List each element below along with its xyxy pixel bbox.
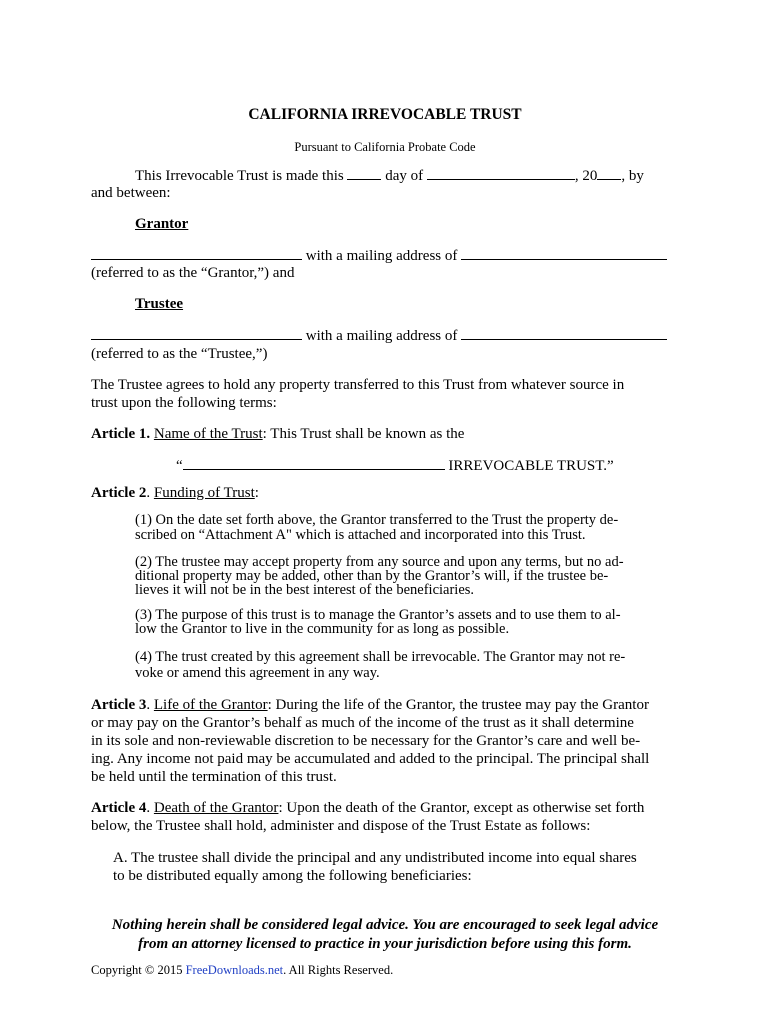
article-3-line-4: ing. Any income not paid may be accumulated and added to the principal. The principal shall [91, 751, 650, 767]
clause-a-line-2: to be distributed equally among the following beneficiaries: [113, 868, 472, 884]
article-3-title: Life of the Grantor [153, 697, 268, 713]
section-2-line-3: lieves it will not be in the best interest of the beneficiaries. [135, 582, 475, 598]
article-3-text-1: : During the life of the Grantor, the trustee may pay the Grantor [267, 697, 649, 713]
document-title: CALIFORNIA IRREVOCABLE TRUST [248, 106, 522, 123]
section-2-line-1: (2) The trustee may accept property from any source and upon any terms, but no ad- [135, 554, 624, 570]
article-2-dot: . [146, 485, 154, 501]
section-1-line-1: (1) On the date set forth above, the Grantor transferred to the Trust the property de- [135, 512, 619, 528]
article-4-text-1: : Upon the death of the Grantor, except as otherwise set forth [278, 800, 645, 816]
section-1-line-2: scribed on “Attachment A" which is attached and incorporated into this Trust. [135, 527, 586, 543]
article-1 [91, 425, 464, 443]
article-3-line-1 [91, 696, 649, 714]
legal-notice-line-2: from an attorney licensed to practice in your jurisdiction before using this form. [138, 936, 632, 952]
month-blank[interactable] [427, 166, 575, 180]
document-subtitle: Pursuant to California Probate Code [294, 140, 476, 154]
section-4-line-1: (4) The trust created by this agreement shall be irrevocable. The Grantor may not re- [135, 649, 626, 665]
trustee-line [91, 326, 667, 345]
article-1-text: : This Trust shall be known as the [262, 426, 465, 442]
intro-text-2: day of [385, 168, 424, 184]
trustee-address-blank[interactable] [461, 326, 667, 340]
intro-text-1: This Irrevocable Trust is made this [135, 168, 344, 184]
grantor-name-blank[interactable] [91, 246, 302, 260]
grantor-address-blank[interactable] [461, 246, 667, 260]
year-blank[interactable] [597, 166, 621, 180]
copyright-line [91, 963, 393, 978]
agreement-line-1: The Trustee agrees to hold any property transferred to this Trust from whatever source in [91, 377, 625, 393]
article-3-line-2: or may pay on the Grantor’s behalf as much of the income of the trust as it shall determine [91, 715, 634, 731]
freedownloads-link[interactable]: FreeDownloads.net [185, 963, 284, 977]
legal-notice-line-1: Nothing herein shall be considered legal advice. You are encouraged to seek legal advice [111, 917, 659, 933]
agreement-line-2: trust upon the following terms: [91, 395, 277, 411]
article-1-label: Article 1. [91, 426, 151, 442]
article-3-line-3: in its sole and non-reviewable discretion to be necessary for the Grantor’s care and well be- [91, 733, 641, 749]
copyright-suffix: . All Rights Reserved. [283, 963, 394, 977]
grantor-reference: (referred to as the “Grantor,”) and [91, 265, 295, 281]
trustee-heading: Trustee [135, 296, 184, 312]
article-2-label: Article 2 [91, 485, 147, 501]
article-4-label: Article 4 [91, 800, 147, 816]
article-3-line-5: be held until the termination of this trust. [91, 769, 337, 785]
section-3-line-1: (3) The purpose of this trust is to manage the Grantor’s assets and to use them to al- [135, 607, 621, 623]
trust-name-suffix: IRREVOCABLE TRUST.” [448, 458, 614, 474]
grantor-line [91, 246, 667, 265]
intro-text-4: , by [621, 168, 644, 184]
section-2-line-2: ditional property may be added, other than by the Grantor’s will, if the trustee be- [135, 568, 609, 584]
article-3-dot: . [146, 697, 154, 713]
trustee-mailing-text: with a mailing address of [305, 328, 458, 344]
article-3-label: Article 3 [91, 697, 147, 713]
article-4-line-1 [91, 799, 644, 817]
trustee-reference: (referred to as the “Trustee,”) [91, 346, 268, 362]
section-3-line-2: low the Grantor to live in the community for as long as possible. [135, 621, 510, 637]
day-blank[interactable] [347, 166, 381, 180]
section-4-line-2: voke or amend this agreement in any way. [135, 665, 380, 681]
clause-a-line-1: A. The trustee shall divide the principal and any undistributed income into equal shares [113, 850, 637, 866]
article-2-title: Funding of Trust [153, 485, 255, 501]
trust-name-blank[interactable] [183, 456, 445, 470]
intro-line [135, 166, 644, 185]
article-2 [91, 484, 259, 502]
grantor-heading: Grantor [135, 216, 189, 232]
article-1-title: Name of the Trust [153, 426, 263, 442]
grantor-mailing-text: with a mailing address of [305, 248, 458, 264]
copyright-text: Copyright © 2015 [91, 963, 186, 977]
article-4-title: Death of the Grantor [153, 800, 279, 816]
trustee-name-blank[interactable] [91, 326, 302, 340]
intro-line-2: and between: [91, 185, 171, 201]
intro-text-3: , 20 [574, 168, 598, 184]
article-2-colon: : [254, 485, 259, 501]
legal-notice [0, 916, 770, 954]
article-4-line-2: below, the Trustee shall hold, administer and dispose of the Trust Estate as follows: [91, 818, 591, 834]
open-quote: “ [176, 458, 183, 474]
article-4-dot: . [146, 800, 154, 816]
trust-name-line [176, 456, 614, 475]
